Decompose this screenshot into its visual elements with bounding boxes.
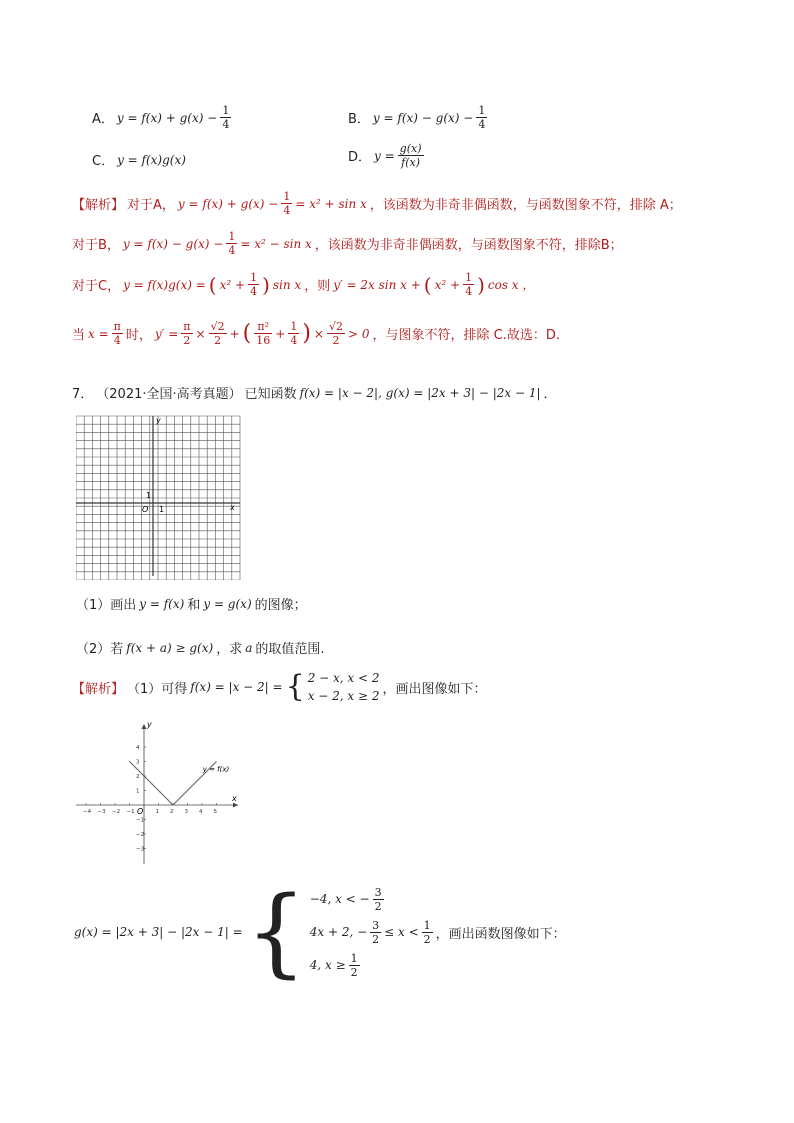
grid-x-label: x	[230, 503, 235, 512]
q7-stem	[72, 383, 557, 402]
option-b	[348, 104, 487, 131]
fx-x-tick-label: −3	[97, 809, 106, 815]
q7-part1	[76, 594, 307, 613]
times-2: ×	[313, 326, 324, 341]
analysis6-line-a	[72, 190, 682, 217]
fx-x-tick-label: −2	[112, 809, 121, 815]
pi2-over-16	[254, 320, 272, 347]
part2-b: f(x + a) ≥ g(x)	[126, 640, 214, 655]
sqrt2-over-2-b	[327, 320, 345, 347]
f-case-2: x − 2, x ≥ 2	[307, 689, 380, 703]
analysis6-c-then: ，则	[304, 279, 331, 294]
grid-one-y: 1	[146, 491, 152, 500]
frac-den: 4	[228, 244, 236, 257]
fx-y-tick-label: 3	[136, 759, 140, 766]
g-case-1-frac	[373, 886, 384, 913]
question-functions: f(x) = |x − 2|, g(x) = |2x + 3| − |2x − 1|	[299, 385, 541, 400]
option-b-expr: y = f(x) − g(x) −	[372, 110, 474, 125]
frac-den: 2	[374, 899, 382, 913]
analysis6-d-tail: > 0	[347, 326, 370, 341]
part1-a: （1）画出	[76, 598, 137, 613]
frac-num: π²	[254, 320, 272, 334]
question-stem: 已知函数	[244, 387, 297, 402]
g-case-1	[310, 886, 566, 913]
analysis6-d-y: y′ =	[154, 326, 179, 341]
analysis6-line-b	[72, 230, 623, 257]
analysis6-a-suffix: ，该函数为非奇非偶函数，与函数图象不符，排除 A；	[369, 198, 682, 213]
one-over-4	[288, 320, 299, 347]
option-c-label: C．	[92, 154, 115, 169]
frac-den: f(x)	[401, 156, 421, 169]
option-c-expr: y = f(x)g(x)	[117, 152, 186, 167]
option-d-frac	[398, 142, 424, 169]
analysis6-b-frac	[226, 230, 237, 257]
frac-den: 16	[256, 334, 271, 347]
frac-num: 1	[423, 918, 431, 932]
part1-c: 和	[187, 598, 201, 613]
paren-close: )	[262, 272, 270, 297]
analysis6-c-tail: cos x ，	[487, 278, 535, 292]
plus: +	[229, 326, 240, 341]
part2-e: 的取值范围.	[255, 642, 325, 657]
frac-num: 1	[350, 951, 358, 965]
g-case-2-frac-b	[422, 919, 433, 946]
frac-num: π	[113, 320, 121, 333]
fx-x-tick-label: −1	[126, 809, 135, 815]
question-end: ．	[543, 387, 557, 402]
x-squared: x² +	[219, 277, 246, 292]
analysis-tag: 【解析】	[72, 681, 125, 697]
f-case-1: 2 − x, x < 2	[307, 671, 380, 685]
frac-num: 1	[465, 271, 473, 284]
fx-y-tick-label: 1	[136, 788, 140, 795]
part1-b: y = f(x)	[139, 596, 185, 611]
analysis6-d-when: 时，	[125, 328, 152, 343]
paren-close-2: )	[477, 272, 485, 297]
paren-open: (	[208, 272, 217, 297]
f-cases	[308, 671, 380, 703]
g-case-3-frac	[349, 952, 360, 979]
pi-over-2	[181, 320, 192, 347]
analysis6-line-d	[72, 320, 560, 347]
fx-y-tick-label: −2	[136, 832, 145, 838]
analysis6-d-prefix: 当	[72, 328, 86, 343]
frac-num: 1	[222, 104, 230, 117]
analysis6-c-frac-2	[463, 271, 474, 298]
fx-y-arrow	[142, 724, 147, 729]
grid-origin-label: O	[142, 505, 149, 514]
analysis6-b-expr: y = f(x) − g(x) −	[122, 236, 224, 251]
analysis7-s1: （1）可得	[127, 681, 188, 697]
option-a-expr: y = f(x) + g(x) −	[116, 110, 218, 125]
analysis6-a-rhs: = x² + sin x	[295, 196, 367, 211]
analysis-tag: 【解析】	[72, 198, 125, 213]
g-case-3-text: 4, x ≥	[309, 958, 346, 972]
analysis6-c-frac	[248, 271, 259, 298]
g-case-3	[310, 952, 566, 979]
frac-den: 2	[423, 932, 431, 946]
option-d	[348, 142, 424, 169]
option-a-label: A．	[92, 112, 114, 127]
analysis6-a-frac	[281, 190, 292, 217]
blank-grid	[76, 414, 242, 580]
g-case-1-text: −4, x < −	[309, 892, 370, 906]
part1-e: 的图像；	[254, 598, 307, 613]
grid-one-x: 1	[159, 505, 165, 514]
grid-lines	[76, 416, 240, 580]
times: ×	[195, 326, 206, 341]
brace: {	[285, 669, 305, 704]
part2-a: （2）若	[76, 642, 124, 657]
option-a	[92, 104, 231, 131]
paren-open-2: (	[423, 272, 432, 297]
fx-y-tick-label: −1	[136, 817, 145, 824]
analysis6-b-prefix: 对于B，	[72, 238, 120, 253]
frac-num: 1	[478, 104, 486, 117]
sqrt2-over-2	[209, 320, 227, 347]
part1-d: y = g(x)	[203, 596, 252, 611]
analysis6-c-prefix: 对于C，	[72, 279, 121, 294]
fx-y-tick-label: 2	[136, 774, 140, 780]
frac-num: 1	[250, 271, 258, 284]
frac-den: 4	[478, 118, 486, 131]
x-squared-2: x² +	[434, 277, 461, 292]
frac-num: 1	[290, 320, 298, 333]
g-case-2-a: 4x + 2, −	[309, 925, 368, 939]
fx-plot-x-label: x	[232, 794, 237, 803]
option-a-frac	[220, 104, 231, 131]
analysis6-line-c	[72, 271, 534, 298]
fx-x-tick-label: 2	[170, 809, 174, 815]
g-def: g(x) = |2x + 3| − |2x − 1| =	[74, 925, 243, 939]
frac-num: π	[183, 320, 191, 333]
analysis6-a-prefix: 对于A，	[127, 198, 175, 213]
frac-den: 4	[250, 285, 258, 298]
g-cases	[310, 886, 566, 979]
frac-den: 2	[350, 965, 358, 979]
fx-x-tick-label: 5	[213, 809, 217, 815]
fx-plot-origin: O	[137, 807, 144, 816]
fx-plot-series-label: y = f(x)	[202, 765, 230, 774]
fx-x-arrow	[233, 803, 238, 808]
fx-x-tick-label: 3	[184, 809, 188, 815]
frac-den: 4	[283, 204, 291, 217]
frac-num: √2	[210, 320, 225, 333]
option-c	[92, 150, 186, 169]
g-end: ，画出函数图像如下：	[435, 926, 566, 942]
question-number: 7．	[72, 387, 94, 402]
frac-den: 4	[113, 334, 121, 347]
q7-part2	[76, 638, 325, 657]
fx-y-tick-label: 4	[136, 745, 140, 751]
analysis6-a-expr: y = f(x) + g(x) −	[177, 196, 279, 211]
pi-over-4	[112, 320, 123, 347]
g-case-2	[310, 919, 566, 946]
analysis6-c-expr: y = f(x)g(x) =	[123, 277, 206, 292]
option-d-label: D．	[348, 150, 372, 165]
analysis6-b-suffix: ，该函数为非奇非偶函数，与函数图象不符，排除B；	[314, 238, 623, 253]
analysis7-g-def	[74, 876, 566, 988]
frac-den: 2	[214, 334, 222, 347]
frac-num: 3	[372, 918, 380, 932]
analysis6-c-mid: sin x	[272, 277, 302, 292]
option-b-label: B．	[348, 112, 370, 127]
frac-den: 4	[290, 334, 298, 347]
fx-x-tick-label: 4	[199, 809, 203, 815]
grid-y-label: y	[156, 416, 161, 425]
analysis7-line1	[72, 671, 487, 703]
frac-num: √2	[328, 320, 343, 333]
frac-den: 2	[372, 932, 380, 946]
part2-d: a	[245, 640, 253, 655]
option-b-frac	[476, 104, 487, 131]
frac-den: 4	[222, 118, 230, 131]
fx-x-tick-label: −4	[83, 809, 92, 815]
g-case-2-frac-a	[370, 919, 381, 946]
paren-open-3: (	[242, 321, 252, 346]
fx-plot-y-label: y	[147, 720, 152, 729]
plus-2: +	[275, 326, 286, 341]
fx-plot-axes	[76, 724, 238, 864]
g-case-2-b: ≤ x <	[384, 925, 419, 939]
fx-plot	[72, 718, 248, 868]
analysis6-d-x: x =	[88, 326, 109, 341]
frac-den: 2	[332, 334, 340, 347]
fx-y-tick-label: −3	[136, 846, 145, 853]
analysis7-f-def: f(x) = |x − 2| =	[190, 680, 283, 694]
paren-close-3: )	[302, 321, 311, 346]
frac-num: g(x)	[399, 142, 422, 155]
analysis6-b-rhs: = x² − sin x	[240, 236, 312, 251]
fx-x-tick-label: 1	[155, 809, 159, 815]
frac-num: 3	[374, 885, 382, 899]
frac-den: 4	[465, 285, 473, 298]
part2-c: ，求	[216, 642, 243, 657]
g-brace: {	[245, 876, 307, 988]
frac-den: 2	[183, 334, 191, 347]
analysis6-c-deriv: y′ = 2x sin x +	[333, 277, 421, 292]
option-d-expr: y =	[374, 148, 395, 163]
fx-plot-ticks	[83, 745, 218, 853]
question-source: （2021·全国·高考真题）	[96, 387, 242, 402]
analysis7-s1-end: ，画出图像如下：	[382, 681, 487, 697]
analysis6-d-suffix: ，与图象不符，排除 C.故选：D.	[372, 328, 560, 343]
frac-num: 1	[283, 190, 291, 203]
frac-num: 1	[228, 230, 236, 243]
